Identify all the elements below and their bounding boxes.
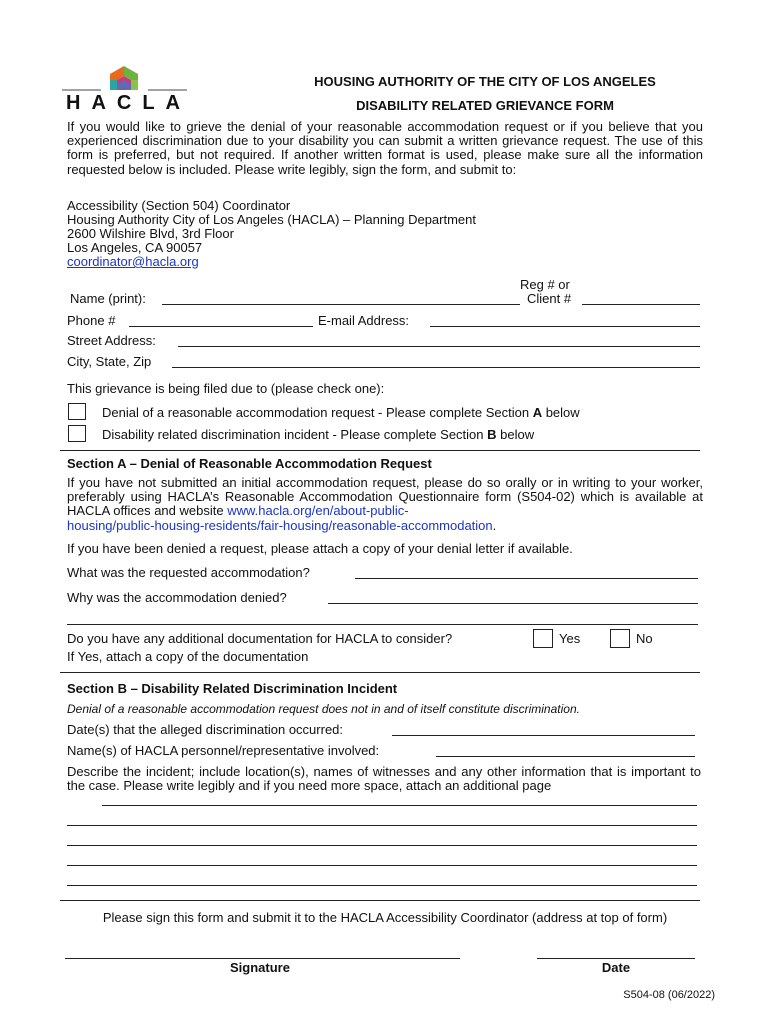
option-a-text: Denial of a reasonable accommodation request - Please complete Section	[102, 405, 533, 420]
street-label: Street Address:	[67, 333, 156, 348]
logo-text: HACLA	[66, 92, 191, 114]
date-field[interactable]	[537, 958, 695, 959]
section-a-text: If you have not submitted an initial accommodation request, please do so orally or in writing to your worker, preferably using HACLA’s Reasonable Accommodation Questionnaire form (S504-02) which is available at HACLA offices and website	[67, 475, 703, 519]
address-line-3: 2600 Wilshire Blvd, 3rd Floor	[67, 226, 234, 241]
personnel-involved-field[interactable]	[436, 756, 695, 757]
incident-description-prompt: Describe the incident; include location(s), names of witnesses and any other information that is important to the case. Please write legibly and if you need more space, attach an additional page	[67, 764, 701, 794]
incident-line-3[interactable]	[67, 845, 697, 846]
coordinator-email-link[interactable]: coordinator@hacla.org	[67, 254, 199, 269]
name-field[interactable]	[162, 304, 520, 305]
client-label: Client #	[527, 291, 572, 306]
checkbox-no[interactable]	[610, 629, 630, 648]
city-field[interactable]	[172, 367, 700, 368]
incident-line-5[interactable]	[67, 885, 697, 886]
checkbox-yes[interactable]	[533, 629, 553, 648]
denial-reason-label: Why was the accommodation denied?	[67, 590, 287, 605]
signature-label: Signature	[230, 960, 290, 975]
incident-line-4[interactable]	[67, 865, 697, 866]
signature-field[interactable]	[65, 958, 460, 959]
checkbox-option-a[interactable]	[68, 403, 86, 420]
denial-reason-field[interactable]	[328, 603, 698, 604]
header-title: HOUSING AUTHORITY OF THE CITY OF LOS ANGELES	[314, 74, 656, 89]
denial-reason-field-2[interactable]	[67, 624, 698, 625]
email-field[interactable]	[430, 326, 700, 327]
form-title: DISABILITY RELATED GRIEVANCE FORM	[356, 98, 614, 113]
option-a-label	[102, 405, 580, 420]
requested-accommodation-field[interactable]	[355, 578, 698, 579]
section-a-divider	[60, 450, 700, 451]
option-b-text: Disability related discrimination incident - Please complete Section	[102, 427, 488, 442]
phone-label: Phone #	[67, 313, 116, 328]
phone-field[interactable]	[129, 326, 313, 327]
address-line-4: Los Angeles, CA 90057	[67, 240, 203, 255]
reg-label: Reg # or	[520, 277, 570, 292]
date-label: Date	[601, 960, 631, 975]
ra-website-link[interactable]: www.hacla.org/en/about-public-	[227, 503, 409, 519]
documentation-note: If Yes, attach a copy of the documentation	[67, 649, 309, 664]
reason-prompt: This grievance is being filed due to (please check one):	[67, 381, 385, 396]
incident-line-2[interactable]	[67, 825, 697, 826]
address-line-1: Accessibility (Section 504) Coordinator	[67, 198, 291, 213]
no-label: No	[636, 631, 653, 646]
address-line-2: Housing Authority City of Los Angeles (HACLA) – Planning Department	[67, 212, 476, 227]
requested-accommodation-label: What was the requested accommodation?	[67, 565, 310, 580]
discrimination-date-label: Date(s) that the alleged discrimination occurred:	[67, 722, 344, 737]
client-number-field[interactable]	[582, 304, 700, 305]
email-label: E-mail Address:	[318, 313, 410, 328]
street-field[interactable]	[178, 346, 700, 347]
option-b-suffix: below	[496, 427, 535, 442]
incident-line-1[interactable]	[102, 805, 697, 806]
section-b-heading: Section B – Disability Related Discrimination Incident	[67, 681, 398, 696]
form-id: S504-08 (06/2022)	[623, 989, 715, 1001]
section-a-period: .	[492, 517, 497, 533]
option-b-letter: B	[487, 427, 497, 442]
section-a-paragraph	[67, 476, 703, 533]
section-a-heading: Section A – Denial of Reasonable Accommodation Request	[67, 456, 432, 471]
section-b-divider	[60, 672, 700, 673]
yes-label: Yes	[559, 631, 581, 646]
city-label: City, State, Zip	[67, 354, 152, 369]
hacla-logo	[60, 64, 190, 114]
option-a-suffix: below	[542, 405, 580, 420]
discrimination-date-field[interactable]	[392, 735, 695, 736]
intro-paragraph: If you would like to grieve the denial of your reasonable accommodation request or if you believe that you experienced discrimination due to your disability you can submit a written grievance request. The use of this form is preferred, but not required. If another written format is used, please make sure all the information requested below is included. Please write legibly, sign the form, and submit to:	[67, 119, 703, 177]
checkbox-option-b[interactable]	[68, 425, 86, 442]
denial-letter-note: If you have been denied a request, please attach a copy of your denial letter if available.	[67, 541, 573, 556]
documentation-question: Do you have any additional documentation for HACLA to consider?	[67, 631, 453, 646]
option-b-label	[102, 427, 534, 442]
name-label: Name (print):	[70, 291, 146, 306]
submit-instruction: Please sign this form and submit it to the HACLA Accessibility Coordinator (address at top of form)	[102, 910, 668, 925]
personnel-involved-label: Name(s) of HACLA personnel/representative involved:	[67, 743, 380, 758]
ra-website-link-cont[interactable]: housing/public-housing-residents/fair-housing/reasonable-accommodation	[67, 517, 493, 533]
footer-divider	[60, 900, 700, 901]
option-a-letter: A	[532, 405, 543, 420]
section-b-note: Denial of a reasonable accommodation request does not in and of itself constitute discrimination.	[67, 702, 580, 716]
